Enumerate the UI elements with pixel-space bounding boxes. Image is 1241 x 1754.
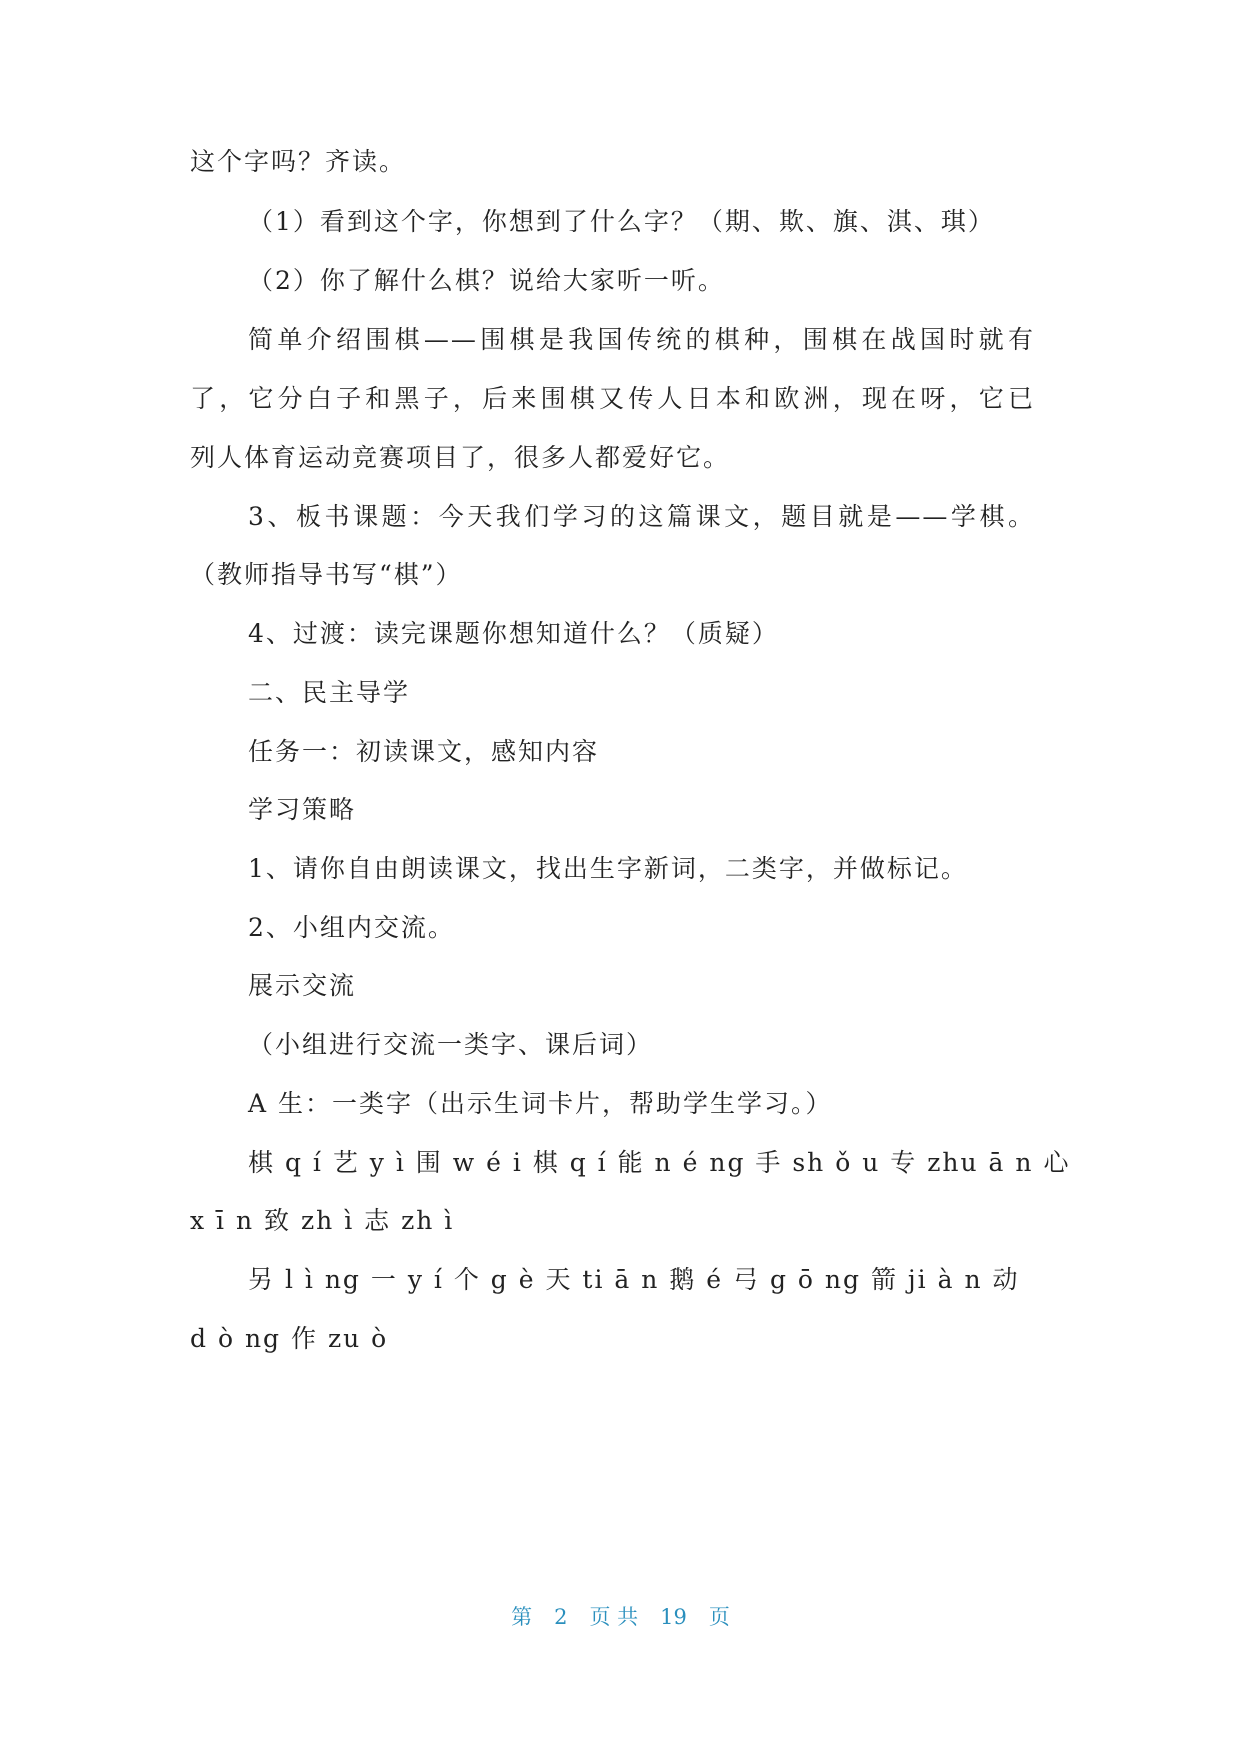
- subheading: 学习策略: [248, 795, 357, 824]
- subheading: 展示交流: [248, 971, 357, 1000]
- page-footer: [0, 1603, 1241, 1631]
- footer-label-pages: 页: [708, 1605, 730, 1629]
- text-line: 这个字吗？齐读。: [190, 147, 407, 176]
- text-line: 1、请你自由朗读课文，找出生字新词，二类字，并做标记。: [248, 854, 968, 883]
- section-heading: 二、民主导学: [248, 678, 411, 707]
- text-line: （2）你了解什么棋？说给大家听一听。: [248, 266, 725, 295]
- text-line: 列人体育运动竞赛项目了，很多人都爱好它。: [190, 443, 731, 472]
- pinyin-line: 另 l ì ng 一 y í 个 g è 天 ti ā n 鹅 é 弓 g ō ng 箭 ji à n 动: [248, 1265, 1020, 1294]
- text-line: 2、小组内交流。: [248, 913, 455, 942]
- text-line: A 生：一类字（出示生词卡片，帮助学生学习。）: [248, 1089, 833, 1118]
- footer-label-of: 页 共: [589, 1605, 639, 1629]
- text-line: 简单介绍围棋——围棋是我国传统的棋种，围棋在战国时就有: [248, 325, 1035, 354]
- pinyin-line: 棋 q í 艺 y ì 围 w é i 棋 q í 能 n é ng 手 sh ǒ u 专 zhu ā n 心: [248, 1148, 1071, 1177]
- text-line: （小组进行交流一类字、课后词）: [248, 1030, 654, 1059]
- footer-label-page: 第: [511, 1605, 533, 1629]
- task-heading: 任务一：初读课文，感知内容: [248, 737, 600, 766]
- text-line: （教师指导书写“棋”）: [190, 560, 463, 589]
- total-pages-number: 19: [660, 1605, 687, 1629]
- current-page-number: 2: [554, 1605, 568, 1629]
- pinyin-line: d ò ng 作 zu ò: [190, 1324, 389, 1353]
- text-line: 4、过渡：读完课题你想知道什么？（质疑）: [248, 619, 779, 648]
- text-line: （1）看到这个字，你想到了什么字？（期、欺、旗、淇、琪）: [248, 207, 995, 236]
- text-line: 了，它分白子和黑子，后来围棋又传人日本和欧洲，现在呀，它已: [190, 384, 1035, 413]
- text-line: 3、板书课题：今天我们学习的这篇课文，题目就是——学棋。: [248, 502, 1035, 531]
- pinyin-line: x ī n 致 zh ì 志 zh ì: [190, 1206, 455, 1235]
